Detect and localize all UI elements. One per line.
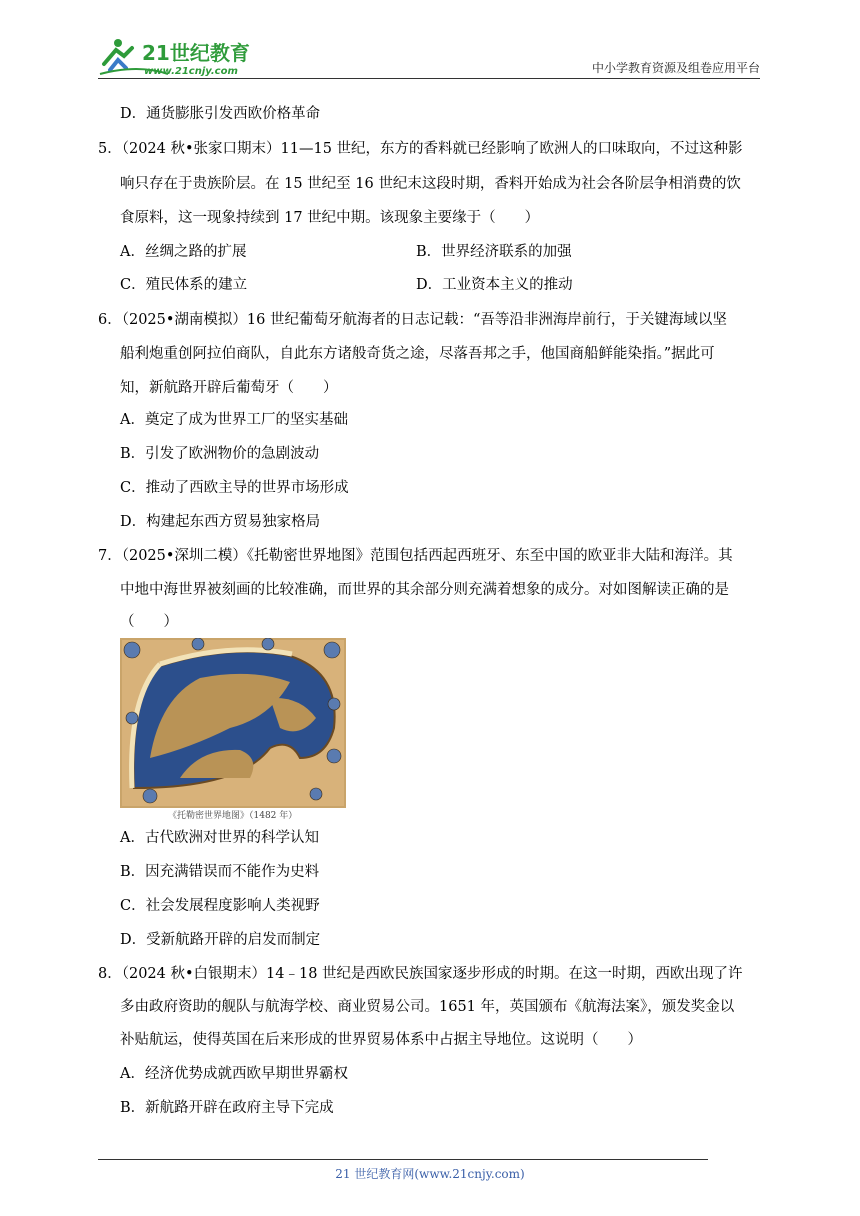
q7-line-1: 7．（2025•深圳二模）《托勒密世界地图》范围包括西起西班牙、东至中国的欧亚非大陆和海洋。其 [98, 548, 733, 564]
q5-option-d: D．工业资本主义的推动 [416, 277, 573, 293]
q7-line-2: 中地中海世界被刻画的比较准确，而世界的其余部分则充满着想象的成分。对如图解读正确的是 [120, 582, 729, 598]
q8-line-3: 补贴航运，使得英国在后来形成的世界贸易体系中占据主导地位。这说明（ ） [120, 1032, 642, 1048]
q5-line-2: 响只存在于贵族阶层。在 15 世纪至 16 世纪末这段时期，香料开始成为社会各阶层争相消费的饮 [120, 176, 741, 192]
logo-text: 21世纪教育 [142, 41, 250, 65]
footer-divider [98, 1159, 708, 1160]
q7-option-d: D．受新航路开辟的启发而制定 [120, 932, 321, 948]
q5-line-1: 5．（2024 秋•张家口期末）11—15 世纪，东方的香料就已经影响了欧洲人的口味取向，不过这种影 [98, 141, 743, 157]
q5-option-a: A．丝绸之路的扩展 [120, 244, 247, 260]
21cnjy-logo [98, 34, 258, 78]
q8-line-2: 多由政府资助的舰队与航海学校、商业贸易公司。1651 年，英国颁布《航海法案》，颁发奖金以 [120, 999, 735, 1015]
q5-option-c: C．殖民体系的建立 [120, 277, 248, 293]
q7-option-c: C．社会发展程度影响人类视野 [120, 898, 320, 914]
q6-line-2: 船利炮重创阿拉伯商队，自此东方诸般奇货之途，尽落吾邦之手，他国商船鲜能染指。”据此可 [120, 346, 715, 362]
q5-option-b: B．世界经济联系的加强 [416, 244, 572, 260]
page-header [98, 34, 760, 82]
q4-option-d: D．通货膨胀引发西欧价格革命 [120, 106, 321, 122]
q8-line-1: 8．（2024 秋•白银期末）14﹣18 世纪是西欧民族国家逐步形成的时期。在这一时期，西欧出现了许 [98, 966, 743, 982]
q6-option-b: B．引发了欧洲物价的急剧波动 [120, 446, 320, 462]
q7-option-b: B．因充满错误而不能作为史料 [120, 864, 320, 880]
q7-option-a: A．古代欧洲对世界的科学认知 [120, 830, 319, 846]
map-caption: 《托勒密世界地图》（1482 年） [168, 811, 298, 821]
platform-name: 中小学教育资源及组卷应用平台 [591, 61, 760, 75]
q8-option-a: A．经济优势成就西欧早期世界霸权 [120, 1066, 348, 1082]
logo-url: www.21cnjy.com [144, 66, 238, 77]
q6-line-3: 知，新航路开辟后葡萄牙（ ） [120, 380, 338, 396]
q6-option-c: C．推动了西欧主导的世界市场形成 [120, 480, 349, 496]
q6-option-a: A．奠定了成为世界工厂的坚实基础 [120, 412, 348, 428]
ptolemy-world-map-image [120, 638, 346, 808]
q7-line-3: （ ） [120, 614, 178, 630]
q6-line-1: 6．（2025•湖南模拟）16 世纪葡萄牙航海者的日志记载：“吾等沿非洲海岸前行，于关键海域以坚 [98, 312, 727, 328]
footer-link[interactable]: 21 世纪教育网(www.21cnjy.com) [335, 1167, 525, 1181]
q5-line-3: 食原料，这一现象持续到 17 世纪中期。该现象主要缘于（ ） [120, 210, 540, 226]
world-map-illustration [120, 638, 346, 808]
q6-option-d: D．构建起东西方贸易独家格局 [120, 514, 321, 530]
header-divider [98, 78, 760, 79]
q8-option-b: B．新航路开辟在政府主导下完成 [120, 1100, 334, 1116]
